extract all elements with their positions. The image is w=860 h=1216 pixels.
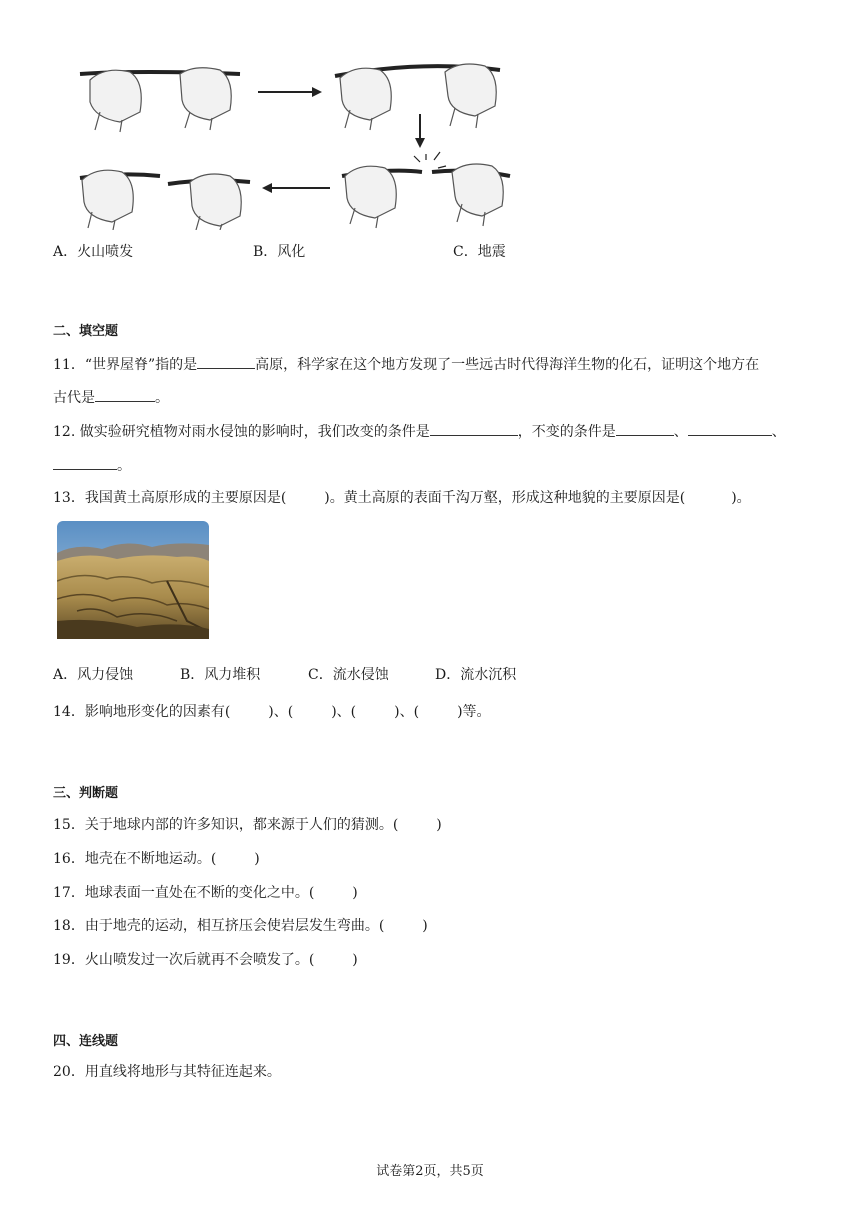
q11-text-4: 。 [155,390,169,406]
page-footer: 试卷第2页，共5页 [376,1164,484,1179]
q11-text-1: 11．“世界屋脊”指的是 [53,357,198,373]
question-15 [53,816,442,834]
loess-plateau-photo [57,521,209,639]
question-16 [53,850,260,868]
q13-option-a: A．风力侵蚀 [53,667,134,683]
q10-option-a: A．火山喷发 [53,244,134,260]
panel-1-hands [80,68,240,132]
q11-text-2: 高原，科学家在这个地方发现了一些远古时代得海洋生物的化石，证明这个地方在 [255,357,760,373]
panel-2-hands [335,64,500,130]
q11-blank-1[interactable] [197,354,255,369]
arrow-right-icon [258,87,322,97]
q13-option-d: D．流水沉积 [435,667,517,683]
q17-end: ) [352,885,358,901]
q16-text: 16．地壳在不断地运动。( [53,851,217,867]
q12-blank-4[interactable] [53,455,117,470]
panel-4-hands [80,170,250,230]
q10-option-c: C．地震 [453,244,506,260]
q11-text-3: 古代是 [53,390,95,406]
panel-3-hands [342,152,510,228]
q13-text-1: 13．我国黄土高原形成的主要原因是( [53,490,287,506]
q14-sep-2: )、( [331,704,357,720]
q16-end: ) [254,851,260,867]
q11-blank-2[interactable] [95,387,155,402]
question-19 [53,951,358,969]
q18-text: 18．由于地壳的运动，相互挤压会使岩层发生弯曲。( [53,918,385,934]
question-12 [53,421,786,441]
q13-option-c: C．流水侵蚀 [308,667,389,683]
q14-text-1: 14．影响地形变化的因素有( [53,704,231,720]
question-20: 20．用直线将地形与其特征连起来。 [53,1064,281,1080]
q14-sep-3: )、( [394,704,420,720]
question-17 [53,884,358,902]
q13-text-3: )。 [731,490,751,506]
section-title-true-false: 三、判断题 [53,786,119,801]
question-13 [53,489,751,507]
q13-option-b: B．风力堆积 [180,667,261,683]
q12-text-2: ，不变的条件是 [517,424,616,440]
q15-text: 15．关于地球内部的许多知识，都来源于人们的猜测。( [53,817,399,833]
q19-text: 19．火山喷发过一次后就再不会喷发了。( [53,952,315,968]
q17-text: 17．地球表面一直处在不断的变化之中。( [53,885,315,901]
q12-text-3: 、 [673,424,688,440]
q12-blank-1[interactable] [430,421,518,436]
section-title-fill-in: 二、填空题 [53,324,119,339]
q12-blank-2[interactable] [616,421,674,436]
q10-option-b: B．风化 [253,244,306,260]
q12-blank-3[interactable] [688,421,772,436]
q12-text-1: 12. 做实验研究植物对雨水侵蚀的影响时，我们改变的条件是 [53,424,430,440]
question-11-line2 [53,387,169,407]
q19-end: ) [352,952,358,968]
question-11 [53,354,759,374]
stick-bending-diagram [60,52,530,230]
arrow-down-icon [415,114,425,148]
q14-sep-1: )、( [268,704,294,720]
question-18 [53,917,428,935]
question-14 [53,703,491,721]
q15-end: ) [436,817,442,833]
q18-end: ) [422,918,428,934]
arrow-left-icon [262,183,330,193]
q13-text-2: )。黄土高原的表面千沟万壑，形成这种地貌的主要原因是( [324,490,686,506]
q14-text-end: )等。 [457,704,491,720]
section-title-matching: 四、连线题 [53,1034,119,1049]
q12-text-4: 、 [771,424,786,440]
question-12-line2 [53,455,131,475]
q12-text-5: 。 [117,458,131,474]
